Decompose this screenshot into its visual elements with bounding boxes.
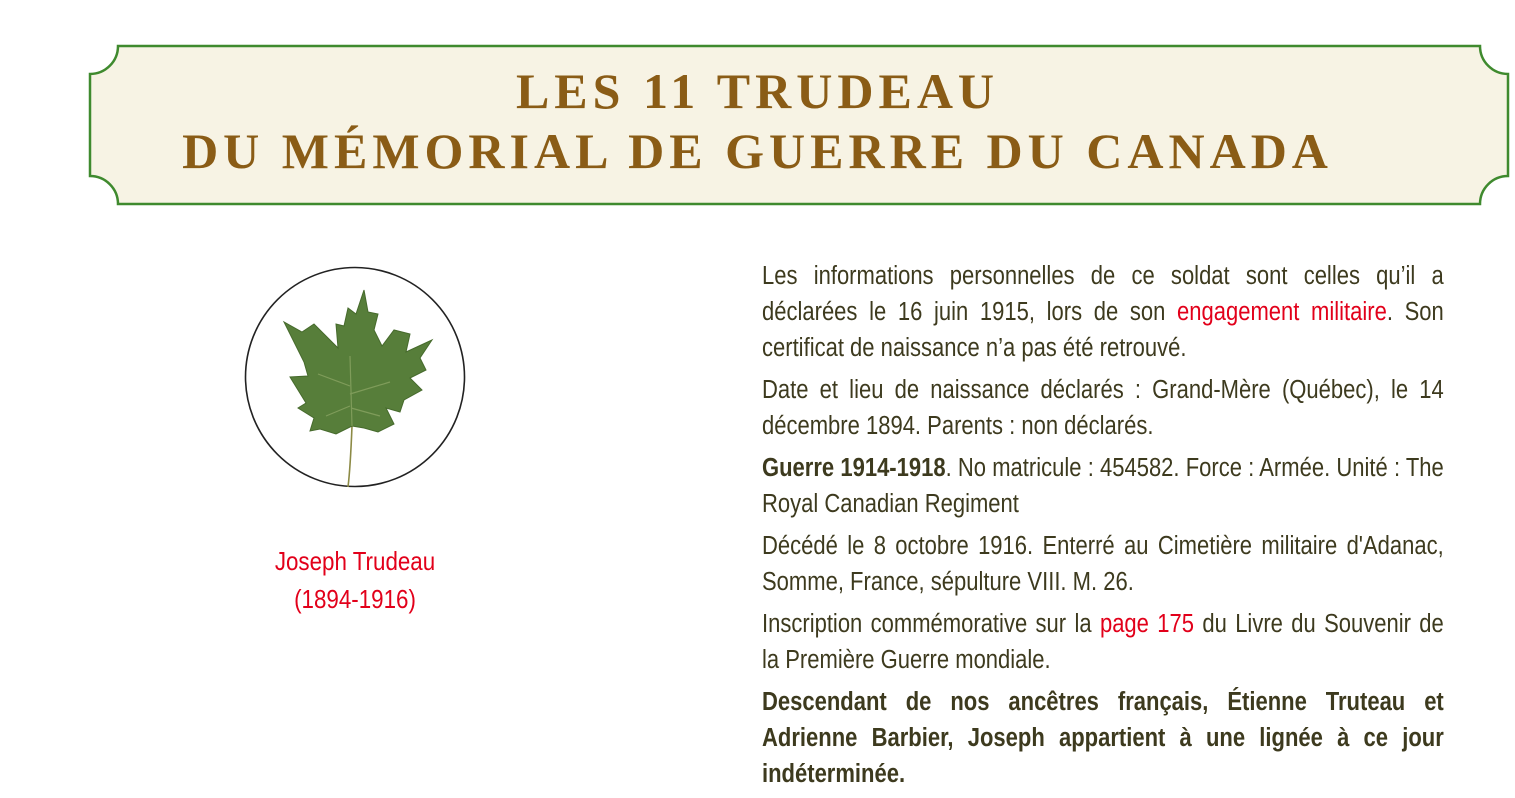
page-175-link[interactable]: page 175 (1099, 610, 1194, 638)
bio-enlistment: Les informations personnelles de ce soldat sont celles qu’il a déclarées le 16 juin 1915, lors de son engagement militaire. Son certificat de naissance n’a pas été retrouvé. (762, 262, 1444, 362)
war-label: Guerre 1914-1918 (762, 454, 946, 482)
bio-birth: Date et lieu de naissance déclarés : Grand-Mère (Québec), le 14 décembre 1894. Parents : non déclarés. (762, 376, 1444, 440)
soldier-medallion (244, 266, 466, 488)
soldier-years: (1894-1916) (294, 584, 416, 614)
soldier-biography (762, 258, 1444, 798)
soldier-name: Joseph Trudeau (274, 546, 436, 576)
enlistment-link[interactable]: engagement militaire (1177, 298, 1387, 326)
bio-service: Guerre 1914-1918. No matricule : 454582. Force : Armée. Unité : The Royal Canadian Regiment (762, 454, 1444, 518)
page-title-line-2: DU MÉMORIAL DE GUERRE DU CANADA (182, 123, 1333, 179)
title-banner (0, 0, 1515, 215)
page-title-line-1: LES 11 TRUDEAU (515, 63, 1000, 119)
bio-lineage: Descendant de nos ancêtres français, Étienne Truteau et Adrienne Barbier, Joseph appartient à une lignée à ce jour indéterminée. (762, 688, 1444, 788)
maple-leaf-icon (244, 266, 466, 488)
bio-inscription: Inscription commémorative sur la page 175 du Livre du Souvenir de la Première Guerre mondiale. (762, 610, 1444, 674)
bio-death: Décédé le 8 octobre 1916. Enterré au Cimetière militaire d'Adanac, Somme, France, sépulture VIII. M. 26. (762, 532, 1444, 596)
